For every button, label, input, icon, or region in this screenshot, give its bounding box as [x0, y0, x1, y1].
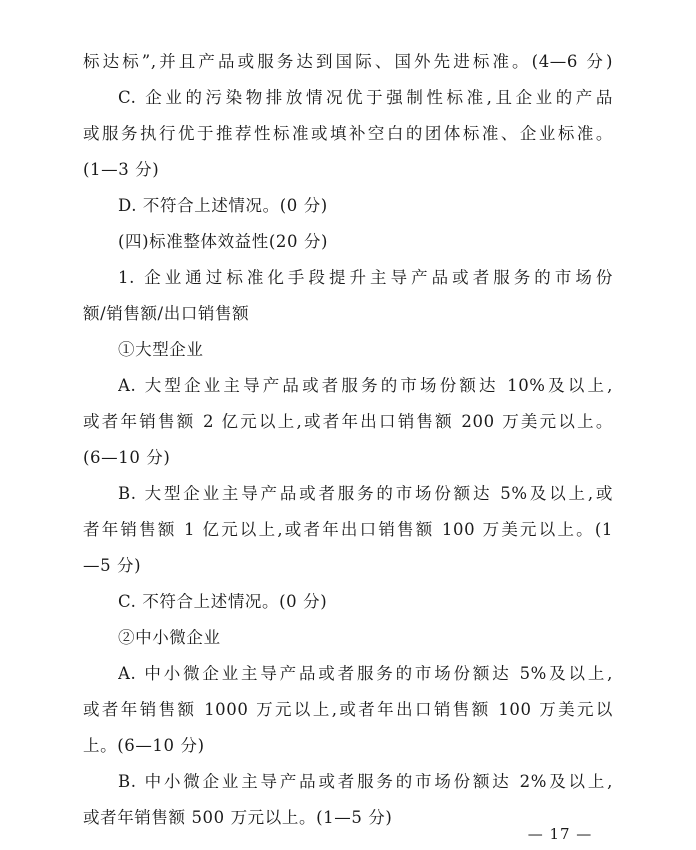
- page-number: — 17 —: [527, 825, 593, 843]
- paragraph-line: —5 分): [83, 556, 142, 575]
- paragraph-line: 或者年销售额 500 万元以上。(1—5 分): [83, 808, 393, 827]
- paragraph-line: 或者年销售额 2 亿元以上,或者年出口销售额 200 万美元以上。: [83, 412, 613, 431]
- paragraph-line: 1. 企业通过标准化手段提升主导产品或者服务的市场份: [118, 268, 613, 287]
- paragraph-line: D. 不符合上述情况。(0 分): [118, 196, 328, 215]
- paragraph-line: A. 中小微企业主导产品或者服务的市场份额达 5%及以上,: [118, 664, 613, 683]
- subsection-heading: ②中小微企业: [118, 628, 221, 647]
- paragraph-line: A. 大型企业主导产品或者服务的市场份额达 10%及以上,: [118, 376, 613, 395]
- subsection-heading: ①大型企业: [118, 340, 204, 359]
- paragraph-line: (1—3 分): [83, 160, 160, 179]
- paragraph-line: 或服务执行优于推荐性标准或填补空白的团体标准、企业标准。: [83, 124, 613, 143]
- paragraph-line: B. 中小微企业主导产品或者服务的市场份额达 2%及以上,: [118, 772, 613, 791]
- paragraph-line: C. 企业的污染物排放情况优于强制性标准,且企业的产品: [118, 88, 613, 107]
- section-heading: (四)标准整体效益性(20 分): [118, 232, 329, 251]
- paragraph-line: 标达标”,并且产品或服务达到国际、国外先进标准。(4—6 分): [83, 52, 613, 71]
- paragraph-line: 者年销售额 1 亿元以上,或者年出口销售额 100 万美元以上。(1: [83, 520, 613, 539]
- paragraph-line: 上。(6—10 分): [83, 736, 205, 755]
- paragraph-line: 或者年销售额 1000 万元以上,或者年出口销售额 100 万美元以: [83, 700, 613, 719]
- paragraph-line: 额/销售额/出口销售额: [83, 304, 250, 323]
- paragraph-line: C. 不符合上述情况。(0 分): [118, 592, 328, 611]
- paragraph-line: B. 大型企业主导产品或者服务的市场份额达 5%及以上,或: [118, 484, 613, 503]
- paragraph-line: (6—10 分): [83, 448, 171, 467]
